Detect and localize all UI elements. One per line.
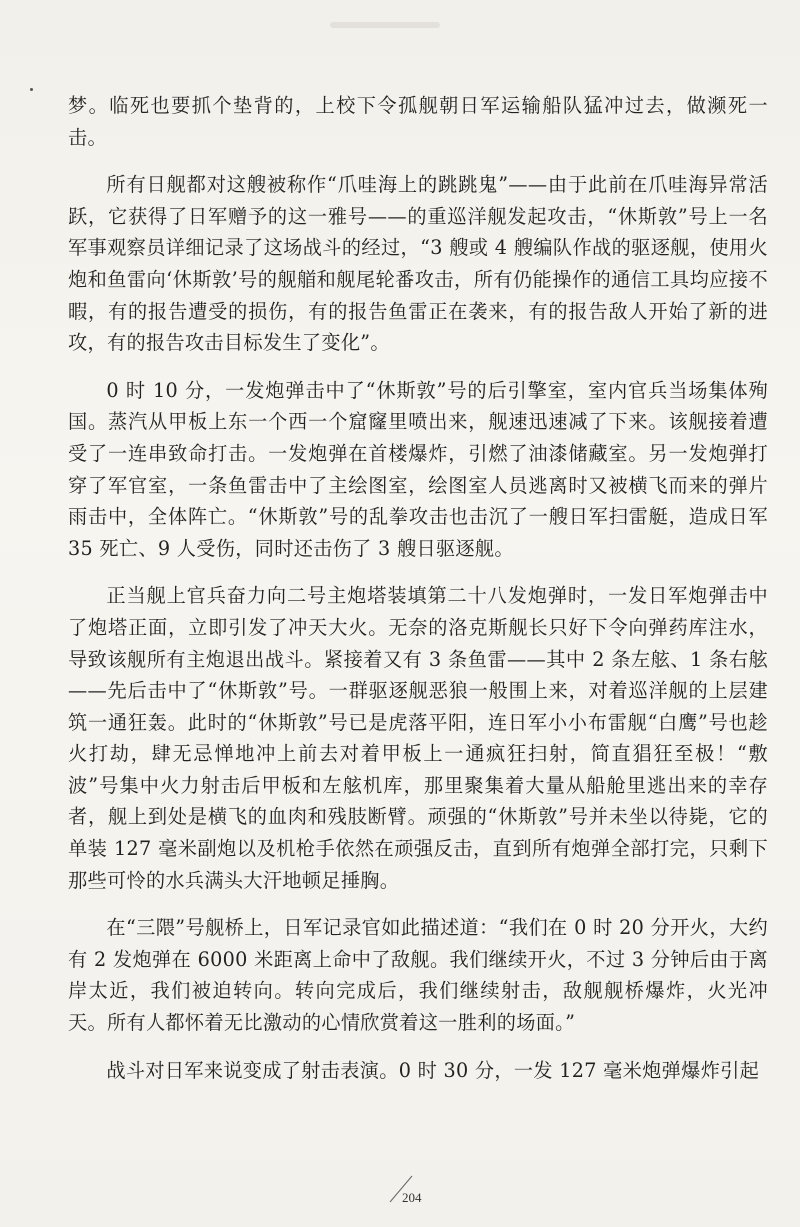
paragraph: 正当舰上官兵奋力向二号主炮塔装填第二十八发炮弹时，一发日军炮弹击中了炮塔正面，立即引发了冲天大火。无奈的洛克斯舰长只好下令向弹药库注水，导致该舰所有主炮退出战斗。紧接着又有 3 条鱼雷——其中 2 条左舷、1 条右舷——先后击中了“休斯敦”号。一群驱逐舰恶狼一般围上来，对着巡洋舰的上层建筑一通狂轰。此时的“休斯敦”号已是虎落平阳，连日军小小布雷舰“白鹰”号也趁火打劫，肆无忌惮地冲上前去对着甲板上一通疯狂扫射，简直猖狂至极！“敷波”号集中火力射击后甲板和左舷机库，那里聚集着大量从船舱里逃出来的幸存者，舰上到处是横飞的血肉和残肢断臂。顽强的“休斯敦”号并未坐以待毙，它的单装 127 毫米副炮以及机枪手依然在顽强反击，直到所有炮弹全部打完，只剩下那些可怜的水兵满头大汗地顿足捶胸。 [68,584,768,892]
scan-bleed-mark [330,22,440,28]
paragraph: 所有日舰都对这艘被称作“爪哇海上的跳跳鬼”——由于此前在爪哇海异常活跃，它获得了日军赠予的这一雅号——的重巡洋舰发起攻击，“休斯敦”号上一名军事观察员详细记录了这场战斗的经过，“3 艘或 4 艘编队作战的驱逐舰，使用火炮和鱼雷向‘休斯敦’号的舰艏和舰尾轮番攻击，所有仍能操作的通信工具均应接不暇，有的报告遭受的损伤，有的报告鱼雷正在袭来，有的报告敌人开始了新的进攻，有的报告攻击目标发生了变化”。 [68,173,768,355]
body-text [68,90,768,1102]
scan-speck [30,88,33,91]
paragraph: 0 时 10 分，一发炮弹击中了“休斯敦”号的后引擎室，室内官兵当场集体殉国。蒸汽从甲板上东一个西一个窟窿里喷出来，舰速迅速减了下来。该舰接着遭受了一连串致命打击。一发炮弹在首楼爆炸，引燃了油漆储藏室。另一发炮弹打穿了军官室，一条鱼雷击中了主绘图室，绘图室人员逃离时又被横飞而来的弹片雨击中，全体阵亡。“休斯敦”号的乱拳攻击也击沉了一艘日军扫雷艇，造成日军 35 死亡、9 人受伤，同时还击伤了 3 艘日驱逐舰。 [68,378,768,560]
paragraph: 在“三隈”号舰桥上，日军记录官如此描述道：“我们在 0 时 20 分开火，大约有 2 发炮弹在 6000 米距离上命中了敌舰。我们继续开火，不过 3 分钟后由于离岸太近，我们被迫转向。转向完成后，我们继续射击，敌舰舰桥爆炸，火光冲天。所有人都怀着无比激动的心情欣赏着这一胜利的场面。” [68,916,768,1035]
paragraph: 战斗对日军来说变成了射击表演。0 时 30 分，一发 127 毫米炮弹爆炸引起 [106,1058,760,1082]
page-number: 204 [402,1190,422,1205]
page-footer [380,1172,440,1212]
paragraph-continuation: 梦。临死也要抓个垫背的，上校下令孤舰朝日军运输船队猛冲过去，做濒死一击。 [68,94,768,149]
